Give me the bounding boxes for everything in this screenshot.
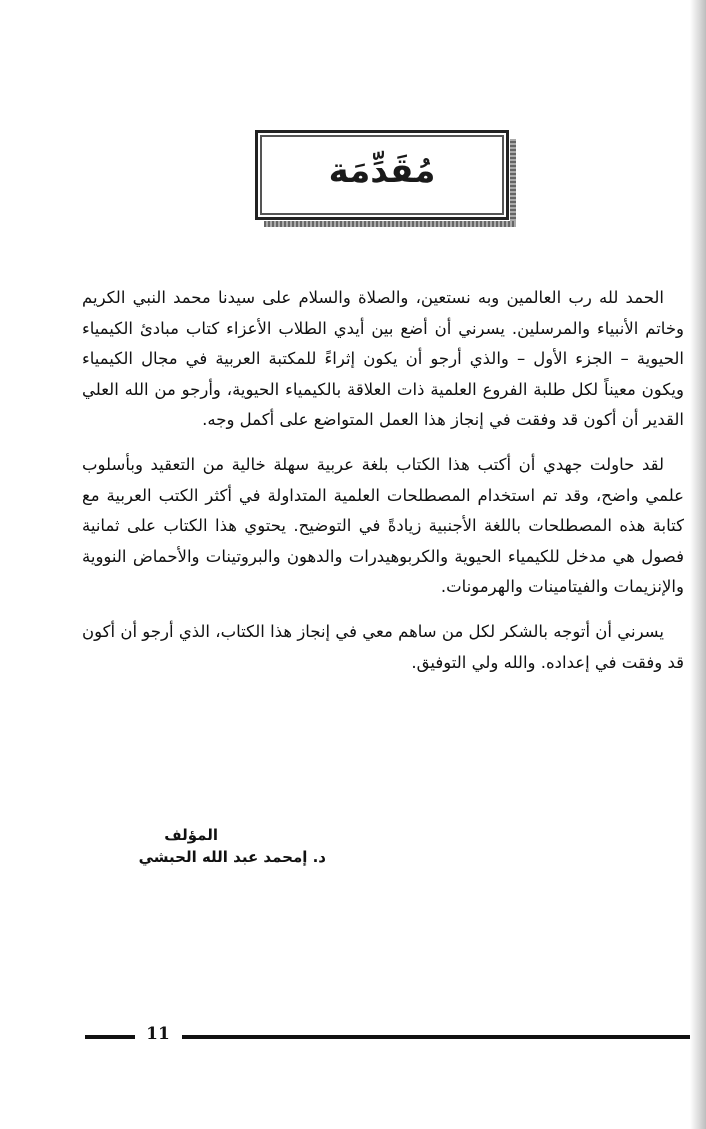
- page-title: مُقَدِّمَة: [328, 151, 436, 191]
- paragraph-intro: الحمد لله رب العالمين وبه نستعين، والصلاة والسلام على سيدنا محمد النبي الكريم وخاتم الأنبياء والمرسلين. يسرني أن أضع بين أيدي الطلاب الأعزاء كتاب مبادئ الكيمياء الحيوية – الجزء الأول – والذي أرجو أن يكون إثراءً للمكتبة العربية في مجال الكيمياء ويكون معيناً لكل طلبة الفروع العلمية ذات العلاقة بالكيمياء الحيوية، وأرجو من الله العلي القدير أن أكون قد وفقت في إنجاز هذا العمل المتواضع على أكمل وجه.: [82, 288, 684, 430]
- paragraph-thanks: يسرني أن أتوجه بالشكر لكل من ساهم معي في إنجاز هذا الكتاب، الذي أرجو أن أكون قد وفقت في إعداده. والله ولي التوفيق.: [82, 621, 684, 672]
- body-text: [82, 283, 684, 678]
- footer-rule-left: [85, 1035, 135, 1039]
- page-number: 11: [146, 1024, 170, 1044]
- author-name: د. إمحمد عبد الله الحبشي: [138, 848, 326, 866]
- paragraph-contents: لقد حاولت جهدي أن أكتب هذا الكتاب بلغة عربية سهلة خالية من التعقيد وبأسلوب علمي واضح، وقد تم استخدام المصطلحات العلمية المتداولة في أكثر الكتب العربية مع كتابة هذه المصطلحات باللغة الأجنبية زيادةً في التوضيح. يحتوي هذا الكتاب على ثمانية فصول هي مدخل للكيمياء الحيوية والكربوهيدرات والدهون والبروتينات والأحماض النووية والإنزيمات والفيتامينات والهرمونات.: [82, 454, 684, 597]
- page-edge-shadow: [690, 0, 706, 1129]
- author-label: المؤلف: [164, 826, 218, 844]
- footer-rule-right: [182, 1035, 690, 1039]
- title-frame: [255, 130, 509, 220]
